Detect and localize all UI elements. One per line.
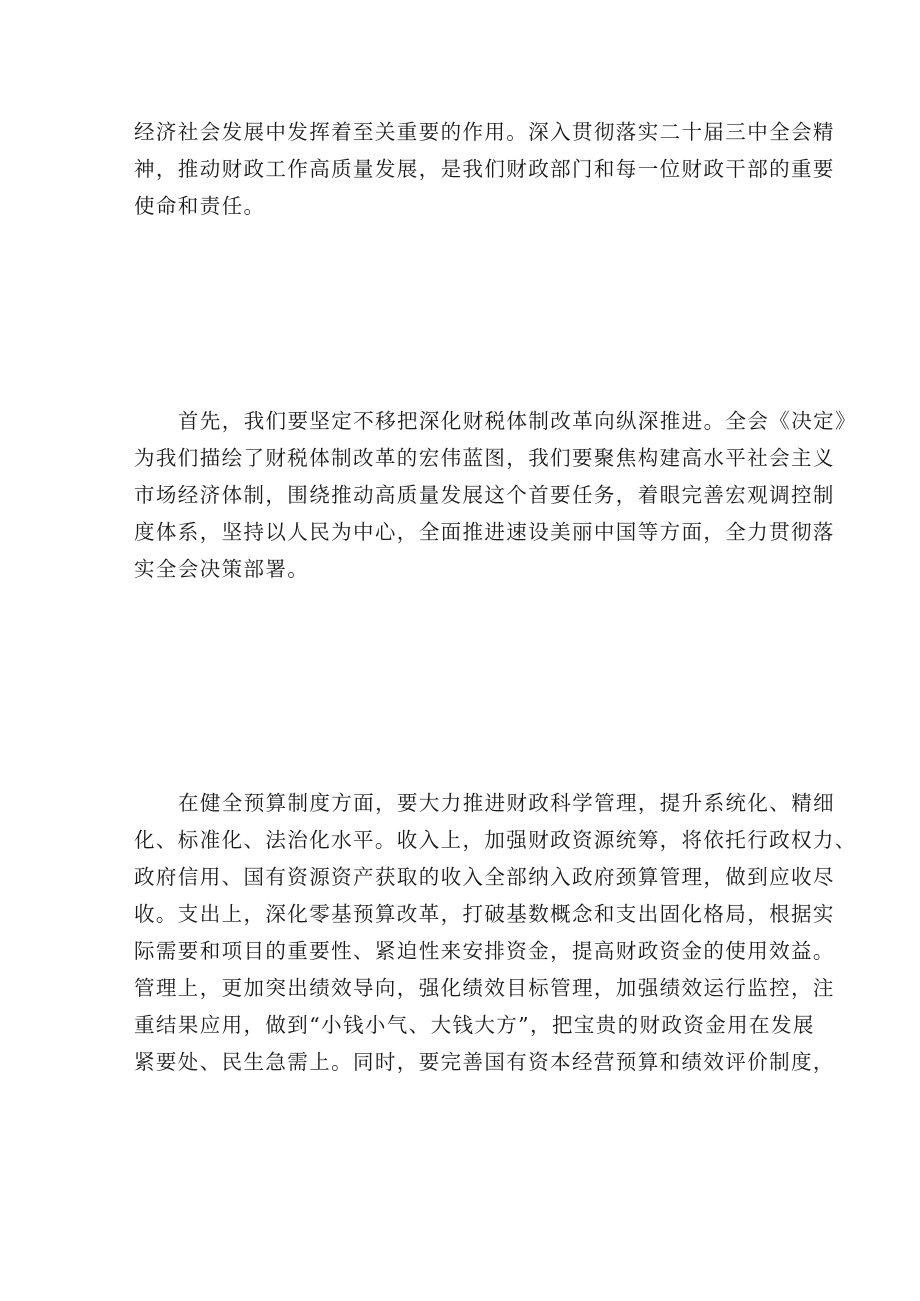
paragraph-line: 市场经济体制，围绕推动高质量发展这个首要任务，着眼完善宏观调控制 [134,483,835,507]
paragraph-line: 际需要和项目的重要性、紧迫性来安排资金，提高财政资金的使用效益。 [134,939,835,963]
paragraph-line: 使命和责任。 [134,194,266,218]
paragraph-line: 经济社会发展中发挥着至关重要的作用。深入贯彻落实二十届三中全会精 [134,120,835,144]
paragraph-1 [134,114,835,225]
paragraph-line: 在健全预算制度方面，要大力推进财政科学管理，提升系统化、精细 [178,791,835,815]
paragraph-line: 实全会决策部署。 [134,557,310,581]
paragraph-line: 管理上，更加突出绩效导向，强化绩效目标管理，加强绩效运行监控，注 [134,976,835,1000]
paragraph-line: 政府信用、国有资源资产获取的收入全部纳入政府颈算管理，做到应收尽 [134,865,835,889]
paragraph-line: 首先，我们要坚定不移把深化财税体制改革向纵深推进。全会《决定》 [178,409,857,433]
paragraph-line: 度体系，坚持以人民为中心，全面推进速设美丽中国等方面，全力贯彻落 [134,520,835,544]
paragraph-line: 神，推动财政工作高质量发展，是我们财政部门和每一位财政干部的重要 [134,157,835,181]
paragraph-line: 收。支出上，深化零基预算改革，打破基数概念和支出固化格局，根据实 [134,902,835,926]
paragraph-line: 重结果应用，做到“小钱小气、大钱大方”，把宝贵的财政资金用在发展 [134,1013,815,1037]
paragraph-2 [134,403,857,588]
paragraph-line: 紧要处、民生急需上。同时，要完善国有资本经营预算和绩效评价制度， [134,1050,835,1074]
paragraph-3 [134,785,857,1081]
paragraph-line: 化、标准化、法治化水平。收入上，加强财政资源统筹，将依托行政权力、 [134,828,857,852]
paragraph-line: 为我们描绘了财税体制改革的宏伟蓝图，我们要聚焦构建高水平社会主义 [134,446,835,470]
